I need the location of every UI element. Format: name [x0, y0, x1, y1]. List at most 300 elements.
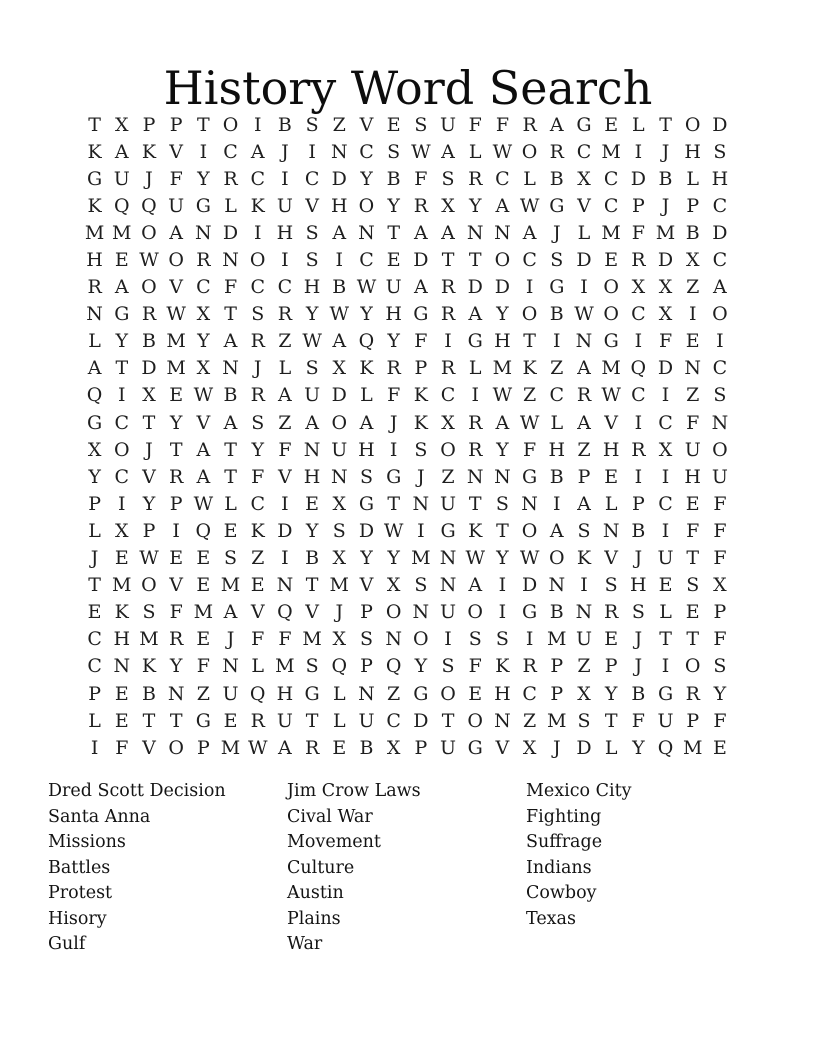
grid-letter: T	[686, 628, 700, 651]
grid-letter: L	[360, 384, 373, 407]
grid-letter: U	[575, 628, 592, 651]
grid-letter: Y	[360, 547, 373, 570]
grid-letter: D	[576, 249, 592, 272]
grid-row	[81, 328, 734, 355]
grid-row	[81, 463, 734, 490]
grid-letter: L	[604, 492, 618, 515]
grid-letter: H	[303, 276, 321, 299]
grid-letter: N	[276, 574, 294, 597]
grid-letter: V	[577, 194, 591, 217]
grid-letter: F	[631, 709, 645, 732]
grid-letter: B	[359, 736, 374, 759]
grid-letter: F	[713, 709, 727, 732]
grid-letter: C	[576, 140, 592, 163]
word-list-item: Movement	[287, 832, 381, 852]
grid-letter: D	[413, 709, 429, 732]
grid-letter: T	[169, 438, 183, 461]
grid-letter: G	[603, 330, 619, 353]
grid-letter: W	[492, 140, 513, 163]
grid-letter: N	[412, 492, 430, 515]
grid-letter: T	[468, 492, 482, 515]
grid-letter: I	[661, 655, 670, 678]
grid-letter: X	[196, 357, 211, 380]
grid-letter: I	[580, 574, 588, 597]
grid-letter: N	[602, 519, 620, 542]
grid-letter: G	[549, 276, 565, 299]
grid-letter: D	[141, 357, 157, 380]
grid-letter: O	[168, 249, 184, 272]
grid-letter: L	[659, 601, 672, 624]
grid-letter: S	[414, 574, 428, 597]
grid-letter: X	[658, 438, 673, 461]
grid-letter: A	[441, 221, 455, 244]
grid-letter: Z	[441, 465, 455, 488]
grid-letter: N	[412, 601, 430, 624]
grid-letter: Y	[142, 492, 156, 515]
grid-letter: K	[87, 194, 102, 217]
grid-letter: O	[358, 194, 375, 217]
grid-letter: N	[167, 682, 185, 705]
grid-letter: E	[223, 709, 238, 732]
grid-letter: J	[552, 736, 561, 759]
grid-letter: P	[577, 465, 591, 488]
grid-letter: O	[440, 682, 456, 705]
grid-letter: L	[604, 736, 618, 759]
grid-letter: N	[222, 249, 239, 272]
grid-letter: R	[250, 330, 265, 353]
grid-letter: N	[195, 221, 212, 244]
grid-letter: D	[413, 249, 429, 272]
word-list-item: Plains	[287, 908, 341, 929]
grid-letter: T	[659, 628, 672, 651]
grid-letter: E	[114, 547, 129, 570]
grid-letter: P	[604, 655, 618, 678]
grid-letter: R	[440, 303, 456, 326]
grid-letter: S	[686, 574, 700, 597]
grid-letter: U	[385, 276, 402, 299]
grid-letter: I	[498, 574, 507, 597]
grid-letter: P	[169, 492, 183, 515]
grid-letter: I	[498, 601, 507, 624]
word-list-column	[287, 779, 526, 958]
grid-letter: J	[661, 194, 670, 217]
grid-letter: E	[114, 682, 129, 705]
grid-letter: H	[684, 465, 701, 488]
grid-letter: X	[685, 249, 700, 272]
grid-letter: A	[713, 276, 727, 299]
grid-letter: X	[658, 276, 673, 299]
grid-letter: E	[604, 628, 619, 651]
grid-letter: T	[115, 357, 129, 380]
grid-letter: H	[630, 574, 647, 597]
grid-letter: Q	[657, 736, 674, 759]
grid-letter: I	[471, 384, 479, 407]
grid-letter: X	[713, 574, 727, 597]
grid-letter: P	[360, 601, 373, 624]
grid-letter: U	[113, 167, 130, 190]
grid-letter: R	[549, 140, 564, 163]
grid-letter: W	[356, 276, 377, 299]
grid-letter: V	[495, 736, 510, 759]
grid-letter: M	[84, 221, 105, 244]
grid-letter: P	[550, 655, 564, 678]
grid-letter: I	[90, 736, 99, 759]
grid-letter: J	[145, 438, 153, 461]
grid-letter: G	[576, 113, 592, 136]
grid-letter: G	[386, 465, 402, 488]
grid-letter: H	[330, 194, 348, 217]
grid-letter: Y	[305, 303, 319, 326]
word-list-column	[526, 779, 765, 932]
grid-letter: M	[601, 357, 621, 380]
grid-letter: R	[468, 167, 483, 190]
grid-letter: P	[360, 655, 373, 678]
grid-letter: M	[601, 221, 621, 244]
grid-letter: A	[413, 276, 428, 299]
grid-letter: B	[549, 601, 564, 624]
grid-letter: W	[383, 519, 404, 542]
grid-letter: Y	[414, 655, 428, 678]
grid-letter: I	[525, 276, 534, 299]
grid-letter: J	[281, 140, 289, 163]
grid-letter: Z	[387, 682, 401, 705]
grid-letter: Y	[632, 736, 645, 759]
grid-letter: J	[634, 628, 643, 651]
grid-letter: A	[223, 330, 238, 353]
grid-letter: R	[604, 601, 619, 624]
grid-letter: Y	[115, 330, 129, 353]
grid-letter: E	[658, 574, 673, 597]
grid-letter: A	[278, 736, 292, 759]
grid-letter: S	[713, 384, 727, 407]
grid-letter: D	[712, 221, 728, 244]
grid-letter: J	[90, 547, 99, 570]
grid-letter: L	[632, 113, 645, 136]
grid-letter: C	[549, 384, 565, 407]
grid-letter: C	[658, 492, 673, 515]
grid-letter: Y	[360, 167, 373, 190]
grid-letter: S	[577, 519, 591, 542]
grid-letter: J	[552, 221, 561, 244]
grid-letter: B	[685, 221, 700, 244]
grid-letter: N	[548, 574, 566, 597]
grid-letter: E	[250, 574, 265, 597]
grid-letter: A	[441, 140, 455, 163]
grid-letter: K	[359, 357, 374, 380]
grid-letter: O	[521, 303, 538, 326]
grid-letter: U	[276, 194, 293, 217]
grid-letter: V	[142, 736, 156, 759]
grid-letter: Y	[251, 438, 264, 461]
grid-letter: H	[602, 438, 620, 461]
grid-letter: I	[634, 465, 643, 488]
grid-letter: T	[523, 330, 536, 353]
grid-letter: N	[439, 574, 457, 597]
grid-letter: K	[522, 357, 537, 380]
grid-letter: M	[220, 736, 241, 759]
grid-letter: W	[519, 411, 540, 434]
grid-letter: R	[685, 682, 700, 705]
grid-letter: I	[444, 628, 452, 651]
grid-letter: C	[495, 167, 510, 190]
word-list-item: Protest	[48, 883, 113, 903]
grid-row	[81, 680, 734, 707]
grid-letter: E	[114, 709, 129, 732]
page-title: History Word Search	[163, 60, 653, 115]
grid-letter: I	[634, 140, 643, 163]
grid-letter: I	[281, 167, 289, 190]
grid-letter: E	[604, 113, 619, 136]
word-list-item: Hisory	[48, 908, 107, 929]
grid-letter: O	[385, 601, 402, 624]
grid-letter: D	[657, 357, 674, 380]
grid-letter: G	[195, 194, 211, 217]
grid-letter: C	[359, 140, 374, 163]
grid-letter: W	[247, 736, 268, 759]
grid-letter: M	[329, 574, 350, 597]
grid-letter: A	[468, 303, 483, 326]
grid-letter: A	[114, 140, 129, 163]
grid-letter: L	[88, 519, 101, 542]
grid-letter: J	[634, 655, 643, 678]
grid-row	[81, 599, 734, 626]
grid-letter: T	[88, 113, 101, 136]
grid-letter: O	[603, 303, 619, 326]
grid-letter: J	[417, 465, 425, 488]
grid-letter: N	[113, 655, 131, 678]
grid-row	[81, 517, 734, 544]
grid-letter: L	[88, 709, 101, 732]
grid-letter: S	[305, 113, 319, 136]
grid-letter: I	[308, 140, 316, 163]
grid-letter: U	[684, 438, 701, 461]
grid-letter: A	[413, 221, 428, 244]
grid-letter: M	[220, 574, 241, 597]
grid-letter: J	[145, 167, 153, 190]
grid-letter: S	[713, 140, 727, 163]
grid-letter: H	[113, 628, 131, 651]
grid-letter: L	[550, 411, 564, 434]
grid-letter: I	[253, 221, 262, 244]
grid-letter: I	[634, 411, 643, 434]
word-list-item: War	[287, 934, 323, 954]
grid-letter: I	[553, 330, 561, 353]
grid-letter: E	[604, 465, 619, 488]
word-list-item: Santa Anna	[48, 806, 151, 827]
grid-letter: P	[631, 492, 645, 515]
grid-letter: I	[335, 249, 344, 272]
grid-letter: P	[88, 682, 101, 705]
grid-letter: A	[169, 221, 184, 244]
grid-letter: Y	[197, 330, 210, 353]
grid-letter: G	[87, 411, 103, 434]
grid-letter: T	[686, 547, 700, 570]
grid-letter: U	[657, 709, 674, 732]
grid-row	[81, 626, 734, 653]
grid-letter: A	[522, 221, 537, 244]
grid-letter: O	[168, 736, 184, 759]
grid-letter: K	[114, 601, 129, 624]
grid-letter: Y	[197, 167, 210, 190]
grid-letter: K	[468, 519, 483, 542]
grid-letter: I	[389, 438, 398, 461]
grid-letter: I	[281, 547, 289, 570]
grid-letter: Z	[522, 384, 537, 407]
grid-letter: O	[249, 249, 266, 272]
grid-letter: P	[414, 357, 428, 380]
grid-letter: T	[441, 249, 455, 272]
grid-letter: N	[521, 492, 538, 515]
grid-letter: O	[141, 574, 157, 597]
grid-row	[81, 490, 734, 517]
grid-letter: O	[113, 438, 130, 461]
grid-letter: I	[417, 519, 425, 542]
grid-row	[81, 734, 734, 761]
grid-letter: F	[387, 384, 401, 407]
grid-letter: F	[251, 628, 265, 651]
grid-letter: F	[686, 519, 700, 542]
grid-letter: E	[386, 249, 401, 272]
grid-letter: Z	[577, 438, 591, 461]
grid-letter: D	[630, 167, 646, 190]
grid-letter: Y	[305, 519, 319, 542]
grid-letter: F	[169, 601, 183, 624]
grid-letter: F	[523, 438, 537, 461]
grid-letter: F	[169, 167, 183, 190]
grid-letter: T	[305, 709, 319, 732]
grid-letter: Z	[577, 655, 591, 678]
word-list-item: Indians	[526, 857, 592, 878]
grid-letter: F	[251, 465, 265, 488]
grid-letter: T	[224, 438, 237, 461]
grid-letter: E	[468, 682, 483, 705]
grid-letter: W	[519, 547, 540, 570]
grid-letter: A	[468, 574, 483, 597]
grid-letter: T	[441, 709, 455, 732]
grid-letter: T	[604, 709, 618, 732]
grid-letter: A	[332, 330, 347, 353]
grid-letter: D	[712, 113, 728, 136]
grid-letter: W	[329, 303, 350, 326]
grid-letter: S	[577, 709, 591, 732]
grid-letter: M	[492, 357, 513, 380]
grid-letter: Y	[360, 303, 373, 326]
grid-letter: O	[467, 709, 483, 732]
grid-letter: Q	[331, 655, 348, 678]
grid-letter: M	[302, 628, 322, 651]
grid-letter: S	[305, 357, 319, 380]
grid-letter: R	[304, 736, 320, 759]
grid-letter: R	[413, 194, 428, 217]
grid-letter: S	[495, 492, 509, 515]
grid-letter: E	[685, 492, 700, 515]
grid-letter: A	[577, 411, 591, 434]
grid-letter: H	[276, 221, 294, 244]
grid-letter: F	[115, 736, 129, 759]
grid-letter: I	[118, 384, 126, 407]
grid-row	[81, 274, 734, 301]
grid-letter: P	[713, 601, 727, 624]
grid-letter: H	[548, 438, 566, 461]
word-list-item: Mexico City	[526, 781, 632, 801]
grid-letter: O	[440, 438, 456, 461]
grid-letter: C	[87, 655, 102, 678]
grid-letter: X	[332, 492, 347, 515]
grid-letter: I	[553, 492, 561, 515]
grid-letter: C	[658, 411, 673, 434]
grid-letter: R	[141, 303, 157, 326]
grid-letter: N	[358, 682, 375, 705]
grid-letter: E	[114, 249, 129, 272]
grid-letter: S	[631, 601, 645, 624]
grid-letter: C	[359, 249, 374, 272]
grid-letter: B	[549, 303, 564, 326]
grid-letter: C	[712, 249, 728, 272]
grid-letter: T	[224, 465, 237, 488]
grid-letter: R	[522, 655, 537, 678]
grid-letter: N	[222, 655, 239, 678]
grid-letter: J	[226, 628, 235, 651]
grid-letter: L	[88, 330, 101, 353]
grid-letter: P	[88, 492, 101, 515]
grid-letter: G	[195, 709, 211, 732]
grid-letter: R	[250, 709, 265, 732]
grid-letter: B	[549, 465, 564, 488]
grid-letter: U	[440, 492, 457, 515]
grid-letter: Y	[496, 438, 509, 461]
grid-letter: K	[413, 384, 428, 407]
grid-letter: Z	[550, 357, 564, 380]
grid-letter: Z	[332, 113, 346, 136]
grid-letter: R	[169, 628, 184, 651]
grid-letter: Y	[88, 465, 101, 488]
grid-letter: L	[523, 167, 536, 190]
word-list-item: Texas	[526, 908, 576, 929]
grid-letter: S	[305, 221, 319, 244]
grid-letter: R	[631, 438, 646, 461]
grid-letter: X	[441, 411, 455, 434]
grid-letter: B	[277, 113, 292, 136]
grid-letter: D	[358, 519, 375, 542]
grid-letter: Q	[630, 357, 647, 380]
grid-letter: W	[139, 547, 159, 570]
grid-letter: U	[358, 709, 375, 732]
grid-letter: H	[684, 140, 701, 163]
grid-letter: B	[549, 167, 564, 190]
grid-letter: R	[468, 411, 483, 434]
grid-letter: E	[685, 601, 700, 624]
grid-letter: Y	[169, 655, 183, 678]
grid-letter: C	[114, 465, 130, 488]
grid-row	[81, 246, 734, 273]
grid-letter: V	[169, 276, 184, 299]
grid-row	[81, 192, 734, 219]
grid-letter: A	[278, 384, 292, 407]
grid-letter: E	[169, 547, 184, 570]
grid-letter: W	[302, 330, 322, 353]
grid-letter: F	[713, 547, 727, 570]
grid-letter: N	[575, 330, 593, 353]
grid-letter: O	[467, 601, 483, 624]
grid-letter: U	[440, 601, 457, 624]
grid-letter: X	[658, 303, 673, 326]
grid-letter: S	[414, 438, 428, 461]
grid-letter: M	[547, 628, 567, 651]
grid-letter: R	[386, 357, 401, 380]
grid-letter: I	[281, 249, 289, 272]
grid-letter: I	[661, 519, 670, 542]
grid-letter: T	[142, 709, 156, 732]
